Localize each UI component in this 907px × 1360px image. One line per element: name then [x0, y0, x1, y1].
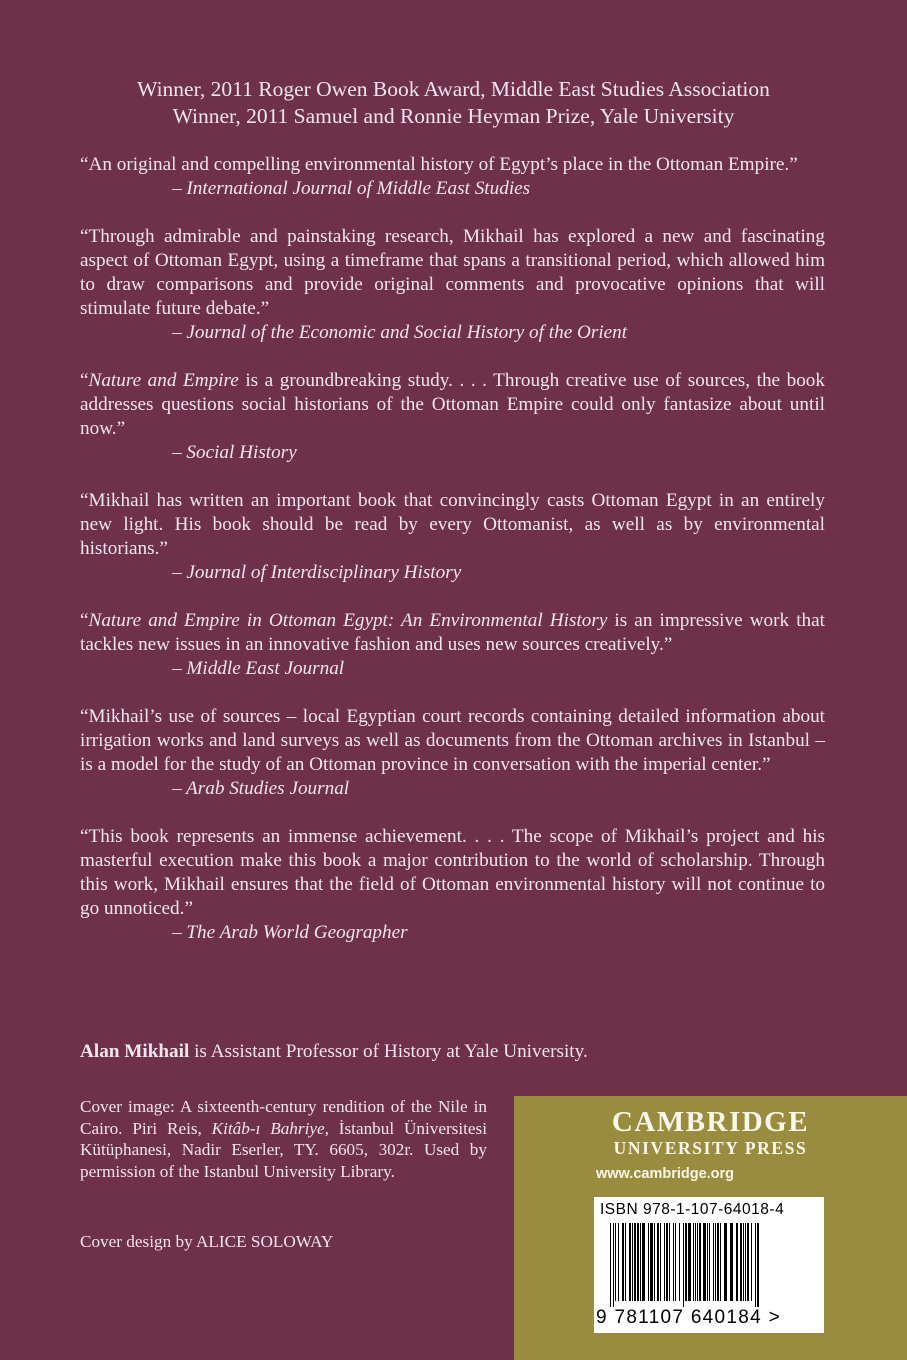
- barcode-bar: [697, 1223, 698, 1301]
- barcode-bar: [720, 1223, 721, 1301]
- barcode-bar: [679, 1223, 680, 1301]
- quote-text: is an impressive work that tackles new issues in an innovative fashion and uses new sources creatively.”: [80, 610, 825, 655]
- barcode-bar: [610, 1223, 611, 1307]
- publisher-logo: [514, 1106, 907, 1158]
- barcode-bar: [724, 1223, 727, 1301]
- review-source: – Arab Studies Journal: [172, 778, 350, 799]
- cover-design-credit: Cover design by ALICE SOLOWAY: [80, 1232, 334, 1251]
- barcode-bar: [709, 1223, 710, 1301]
- barcode-bar: [648, 1223, 649, 1301]
- credit-text: İstanbul Üniversitesi Kütüphanesi, Nadir Eserler, TY. 6605, 302r. Used by permission of the Istanbul University Library.: [80, 1118, 488, 1181]
- barcode-bar: [683, 1223, 684, 1307]
- barcode-bar: [618, 1223, 619, 1301]
- quote-text: is a groundbreaking study. . . . Through creative use of sources, the book addresses questions social historians of the Ottoman Empire could only fantasize about until now.”: [80, 370, 825, 439]
- barcode-bar: [629, 1223, 631, 1301]
- barcode-bar: [693, 1223, 694, 1301]
- review-list: [80, 153, 825, 969]
- publisher-name: CAMBRIDGE: [611, 1106, 810, 1138]
- review-item: [80, 609, 825, 681]
- review-source: – Middle East Journal: [172, 658, 345, 679]
- review-item: [80, 369, 825, 465]
- review-quote: [80, 369, 825, 441]
- review-quote: “Mikhail has written an important book that convincingly casts Ottoman Egypt in an entirely new light. His book should be read by every Ottomanist, as well as by environmental historians.”: [80, 490, 825, 559]
- author-name: Alan Mikhail: [80, 1041, 190, 1062]
- barcode-bar: [666, 1223, 668, 1301]
- review-source: – Journal of the Economic and Social History of the Orient: [172, 322, 628, 343]
- review-item: [80, 825, 825, 945]
- barcode-bar: [685, 1223, 687, 1301]
- barcode-bar: [660, 1223, 661, 1301]
- barcode-bar: [613, 1223, 614, 1307]
- barcode-bar: [695, 1223, 696, 1301]
- barcode-bar: [654, 1223, 655, 1301]
- barcode-digits: 9 781107 640184 >: [596, 1307, 781, 1328]
- barcode-bar: [757, 1223, 759, 1307]
- quote-open-mark: “: [80, 610, 89, 631]
- barcode-bar: [699, 1223, 701, 1301]
- barcode-bar: [625, 1223, 626, 1301]
- review-source: – Journal of Interdisciplinary History: [172, 562, 462, 583]
- barcode-bar: [751, 1223, 752, 1301]
- award-line: Winner, 2011 Samuel and Ronnie Heyman Prize, Yale University: [172, 104, 735, 128]
- barcode-icon: [606, 1223, 812, 1307]
- barcode-bar: [730, 1223, 733, 1301]
- barcode-bar: [669, 1223, 670, 1301]
- review-source: – The Arab World Geographer: [172, 922, 408, 943]
- publisher-url: www.cambridge.org: [596, 1166, 735, 1182]
- barcode-bar: [642, 1223, 645, 1301]
- barcode-bar: [622, 1223, 624, 1301]
- review-quote: “Through admirable and painstaking research, Mikhail has explored a new and fascinating aspect of Ottoman Egypt, using a timeframe that spans a transitional period, which allowed him to draw comparisons and provide original comments and provocative opinions that will stimulate future debate.”: [80, 226, 825, 319]
- barcode-bar: [740, 1223, 742, 1301]
- review-item: [80, 225, 825, 345]
- barcode-bar: [743, 1223, 744, 1301]
- review-quote: “This book represents an immense achievement. . . . The scope of Mikhail’s project and his masterful execution make this book a major contribution to the world of scholarship. Through this work, Mikhail ensures that the field of Ottoman environmental history will not continue to go unnoticed.”: [80, 826, 825, 919]
- barcode-bar: [637, 1223, 639, 1301]
- barcode-bar: [688, 1223, 691, 1301]
- author-bio-text: is Assistant Professor of History at Yale University.: [189, 1041, 588, 1062]
- barcode-bar: [632, 1223, 633, 1301]
- barcode-bar: [650, 1223, 653, 1301]
- barcode-bar: [615, 1223, 616, 1301]
- quote-open-mark: “: [80, 370, 89, 391]
- barcode-bar: [736, 1223, 738, 1301]
- barcode-bar: [675, 1223, 676, 1301]
- barcode-bar: [707, 1223, 708, 1301]
- barcode-bar: [657, 1223, 659, 1301]
- review-item: [80, 489, 825, 585]
- awards-block: [60, 76, 847, 130]
- barcode-bar: [703, 1223, 706, 1301]
- book-title: Nature and Empire: [88, 370, 239, 391]
- credit-text: Cover image: A sixteenth-century rendition of the Nile in Cairo. Piri Reis,: [80, 1097, 487, 1138]
- barcode-bar: [713, 1223, 714, 1301]
- barcode-bar: [717, 1223, 719, 1301]
- review-quote: [80, 609, 825, 657]
- review-item: [80, 705, 825, 801]
- review-quote: “Mikhail’s use of sources – local Egyptian court records containing detailed information about irrigation works and land surveys as well as documents from the Ottoman archives in Istanbul – is a model for the study of an Ottoman province in conversation with the imperial center.”: [80, 706, 825, 775]
- award-line: Winner, 2011 Roger Owen Book Award, Middle East Studies Association: [137, 77, 770, 101]
- barcode-bar: [755, 1223, 756, 1307]
- barcode-bar: [673, 1223, 674, 1301]
- isbn-label: ISBN 978-1-107-64018-4: [600, 1201, 785, 1218]
- review-source: – International Journal of Middle East Studies: [172, 178, 531, 199]
- review-quote: “An original and compelling environmental history of Egypt’s place in the Ottoman Empire.”: [80, 154, 798, 175]
- barcode-bar: [664, 1223, 665, 1301]
- review-source: – Social History: [172, 442, 297, 463]
- publisher-panel: [514, 1096, 907, 1360]
- author-bio: [80, 1040, 825, 1064]
- barcode-bar: [640, 1223, 641, 1301]
- publisher-subname: UNIVERSITY PRESS: [613, 1138, 808, 1158]
- review-item: [80, 153, 825, 201]
- book-title: Nature and Empire in Ottoman Egypt: An Environmental History: [88, 610, 608, 631]
- cover-image-credit: [80, 1096, 487, 1182]
- isbn-barcode: [594, 1197, 824, 1333]
- barcode-bar: [745, 1223, 746, 1301]
- barcode-bar: [747, 1223, 749, 1301]
- barcode-bar: [634, 1223, 636, 1301]
- credit-source-title: Kitâb-ı Bahriye,: [211, 1118, 329, 1138]
- barcode-bar: [715, 1223, 716, 1301]
